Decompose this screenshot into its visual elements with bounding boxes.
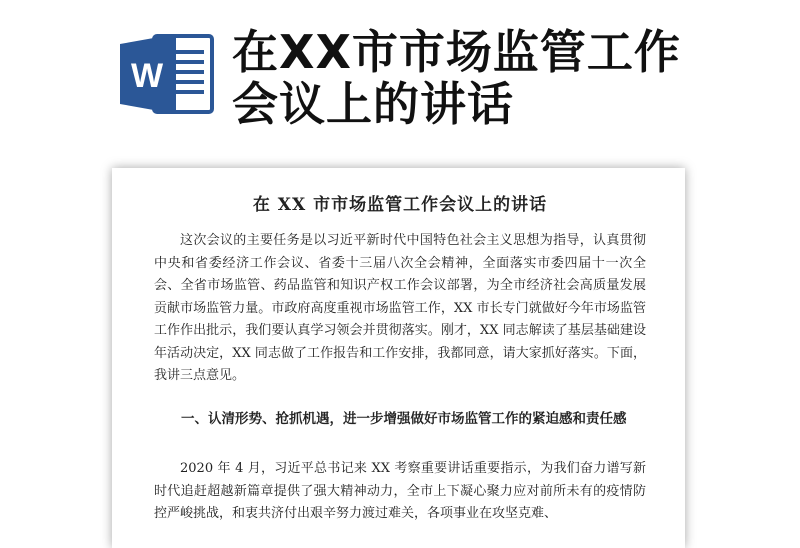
page-title: 在XX市市场监管工作会议上的讲话	[232, 25, 681, 131]
word-document-icon	[120, 32, 216, 116]
document-paragraph: 这次会议的主要任务是以习近平新时代中国特色社会主义思想为指导，认真贯彻中央和省委经济工作会议、省委十三届八次全会精神，全面落实市委四届十一次全会、全省市场监管、药品监管和知识产权工作会议部署，为全市经济社会高质量发展贡献市场监管力量。市政府高度重视市场监管工作，XX 市长专门就做好今年市场监管工作作出批示，我们要认真学习领会并贯彻落实。刚才，XX 同志解读了基层基础建设年活动决定，XX 同志做了工作报告和工作安排，我都同意，请大家抓好落实。下面，我讲三点意见。	[154, 233, 646, 383]
banner	[0, 0, 800, 160]
document-paragraph: 2020 年 4 月，习近平总书记来 XX 考察重要讲话重要指示，为我们奋力谱写新时代追赶超越新篇章提供了强大精神动力，全市上下凝心聚力应对前所未有的疫情防控严峻挑战，和衷共济付出艰辛努力渡过难关，各项事业在攻坚克难、	[154, 461, 646, 521]
document-page	[112, 168, 685, 548]
document-title: 在 XX 市市场监管工作会议上的讲话	[252, 195, 548, 215]
word-icon-letter: W	[130, 57, 164, 95]
section-heading: 一、认清形势、抢抓机遇，进一步增强做好市场监管工作的紧迫感和责任感	[181, 411, 627, 427]
